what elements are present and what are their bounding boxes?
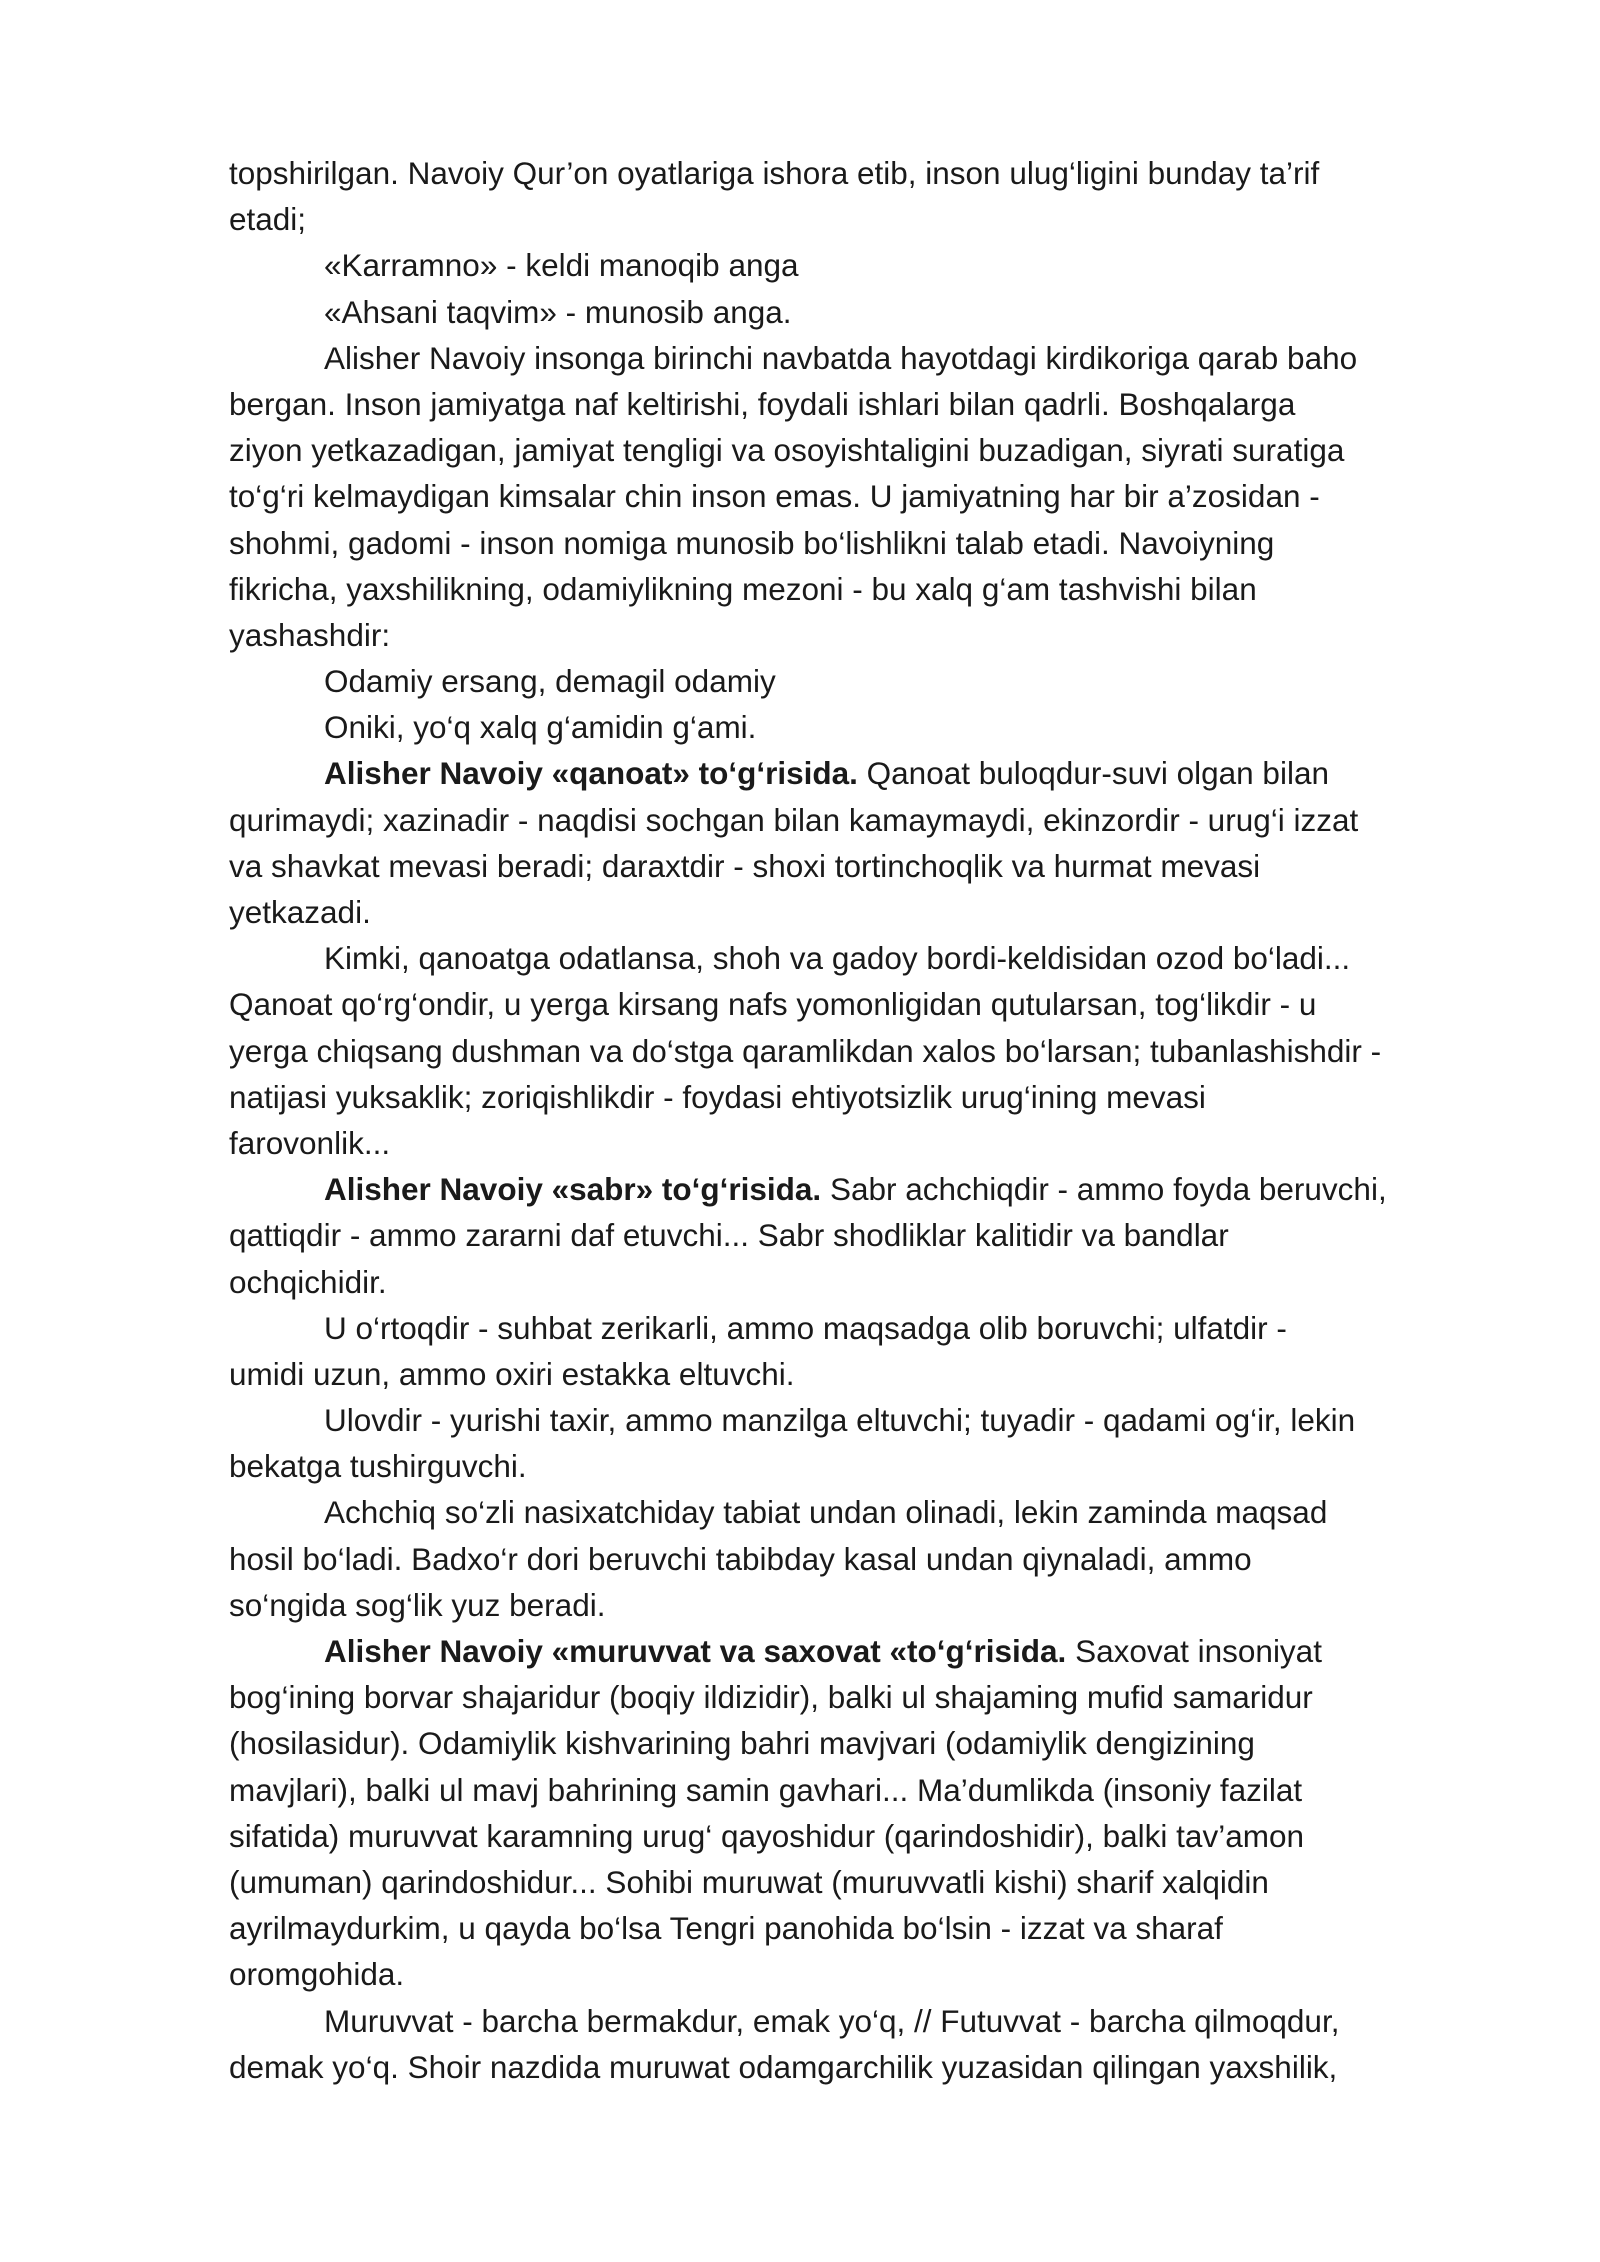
text-line: fikricha, yaxshilikning, odamiylikning mezoni - bu xalq g‘am tashvishi bilan <box>229 570 1257 607</box>
text-line: bog‘ining borvar shajaridur (boqiy ildizidir), balki ul shajaming mufid samaridur <box>229 1679 1313 1716</box>
section-heading: Alisher Navoiy «muruvvat va saxovat «to‘g‘risida. <box>324 1633 1067 1669</box>
text-line: ziyon yetkazadigan, jamiyat tengligi va osoyishtaligini buzadigan, siyrati suratiga <box>229 432 1345 469</box>
text-line: sifatida) muruvvat karamning urug‘ qayoshidur (qarindoshidir), balki tav’amon <box>229 1817 1304 1854</box>
paragraph-start: Ulovdir - yurishi taxir, ammo manzilga eltuvchi; tuyadir - qadami og‘ir, lekin <box>324 1402 1356 1439</box>
text-line: natijasi yuksaklik; zoriqishlikdir - foydasi ehtiyotsizlik urug‘ining mevasi <box>229 1078 1206 1115</box>
verse-line: «Ahsani taqvim» - munosib anga. <box>324 293 792 330</box>
text-line: umidi uzun, ammo oxiri estakka eltuvchi. <box>229 1355 795 1392</box>
paragraph-start: Achchiq so‘zli nasixatchiday tabiat undan olinadi, lekin zaminda maqsad <box>324 1494 1328 1531</box>
verse-line: «Karramno» - keldi manoqib anga <box>324 247 799 284</box>
text-line: yerga chiqsang dushman va do‘stga qaramlikdan xalos bo‘larsan; tubanlashishdir - <box>229 1032 1382 1069</box>
text-line: ayrilmaydurkim, u qayda bo‘lsa Tengri panohida bo‘lsin - izzat va sharaf <box>229 1910 1223 1947</box>
text-line: yetkazadi. <box>229 894 371 930</box>
text-line: etadi; <box>229 201 307 238</box>
text-line: demak yo‘q. Shoir nazdida muruwat odamgarchilik yuzasidan qilingan yaxshilik, <box>229 2048 1338 2085</box>
verse-line: Oniki, yo‘q xalq g‘amidin g‘ami. <box>324 709 757 746</box>
paragraph-start: U o‘rtoqdir - suhbat zerikarli, ammo maqsadga olib boruvchi; ulfatdir - <box>324 1309 1287 1346</box>
text-line: so‘ngida sog‘lik yuz beradi. <box>229 1586 606 1623</box>
paragraph-start: Muruvvat - barcha bermakdur, emak yo‘q, // Futuvvat - barcha qilmoqdur, <box>324 2002 1340 2039</box>
section-heading-line <box>229 750 1494 796</box>
text-line: (umuman) qarindoshidur... Sohibi muruwat (muruvvatli kishi) sharif xalqidin <box>229 1863 1269 1900</box>
heading-continuation: Qanoat buloqdur-suvi olgan bilan <box>857 755 1329 792</box>
text-line: to‘g‘ri kelmaydigan kimsalar chin inson emas. U jamiyatning har bir a’zosidan - <box>229 478 1320 515</box>
text-line: (hosilasidur). Odamiylik kishvarining bahri mavjvari (odamiylik dengizining <box>229 1725 1255 1762</box>
text-line: Qanoat qo‘rg‘ondir, u yerga kirsang nafs yomonligidan qutularsan, tog‘likdir - u <box>229 986 1317 1023</box>
heading-continuation: Sabr achchiqdir - ammo foyda beruvchi, <box>821 1171 1387 1208</box>
text-line: qurimaydi; xazinadir - naqdisi sochgan bilan kamaymaydi, ekinzordir - urug‘i izzat <box>229 801 1359 838</box>
section-heading: Alisher Navoiy «qanoat» to‘g‘risida. <box>324 755 858 792</box>
text-line: topshirilgan. Navoiy Qur’on oyatlariga ishora etib, inson ulug‘ligini bunday ta’rif <box>229 155 1320 191</box>
section-heading-line <box>229 1628 1494 1674</box>
text-line: mavjlari), balki ul mavj bahrining samin gavhari... Ma’dumlikda (insoniy fazilat <box>229 1771 1303 1808</box>
section-heading-line <box>229 1166 1494 1212</box>
text-line: va shavkat mevasi beradi; daraxtdir - shoxi tortinchoqlik va hurmat mevasi <box>229 847 1261 884</box>
text-line: oromgohida. <box>229 1956 405 1993</box>
text-line: bekatga tushirguvchi. <box>229 1448 527 1485</box>
document-page <box>229 150 1494 2090</box>
text-line: shohmi, gadomi - inson nomiga munosib bo‘lishlikni talab etadi. Navoiyning <box>229 524 1275 561</box>
text-line: farovonlik... <box>229 1124 391 1161</box>
text-line: qattiqdir - ammo zararni daf etuvchi... Sabr shodliklar kalitidir va bandlar <box>229 1217 1229 1254</box>
paragraph-start: Kimki, qanoatga odatlansa, shoh va gadoy bordi-keldisidan ozod bo‘ladi... <box>324 940 1351 977</box>
verse-line: Odamiy ersang, demagil odamiy <box>324 663 776 700</box>
text-line: ochqichidir. <box>229 1263 387 1300</box>
text-line: yashashdir: <box>229 616 391 653</box>
section-heading: Alisher Navoiy «sabr» to‘g‘risida. <box>324 1171 822 1208</box>
paragraph-start: Alisher Navoiy insonga birinchi navbatda hayotdagi kirdikoriga qarab baho <box>324 339 1358 376</box>
text-line: bergan. Inson jamiyatga naf keltirishi, foydali ishlari bilan qadrli. Boshqalarga <box>229 385 1296 422</box>
heading-continuation: Saxovat insoniyat <box>1066 1633 1322 1669</box>
text-line: hosil bo‘ladi. Badxo‘r dori beruvchi tabibday kasal undan qiynaladi, ammo <box>229 1540 1252 1577</box>
